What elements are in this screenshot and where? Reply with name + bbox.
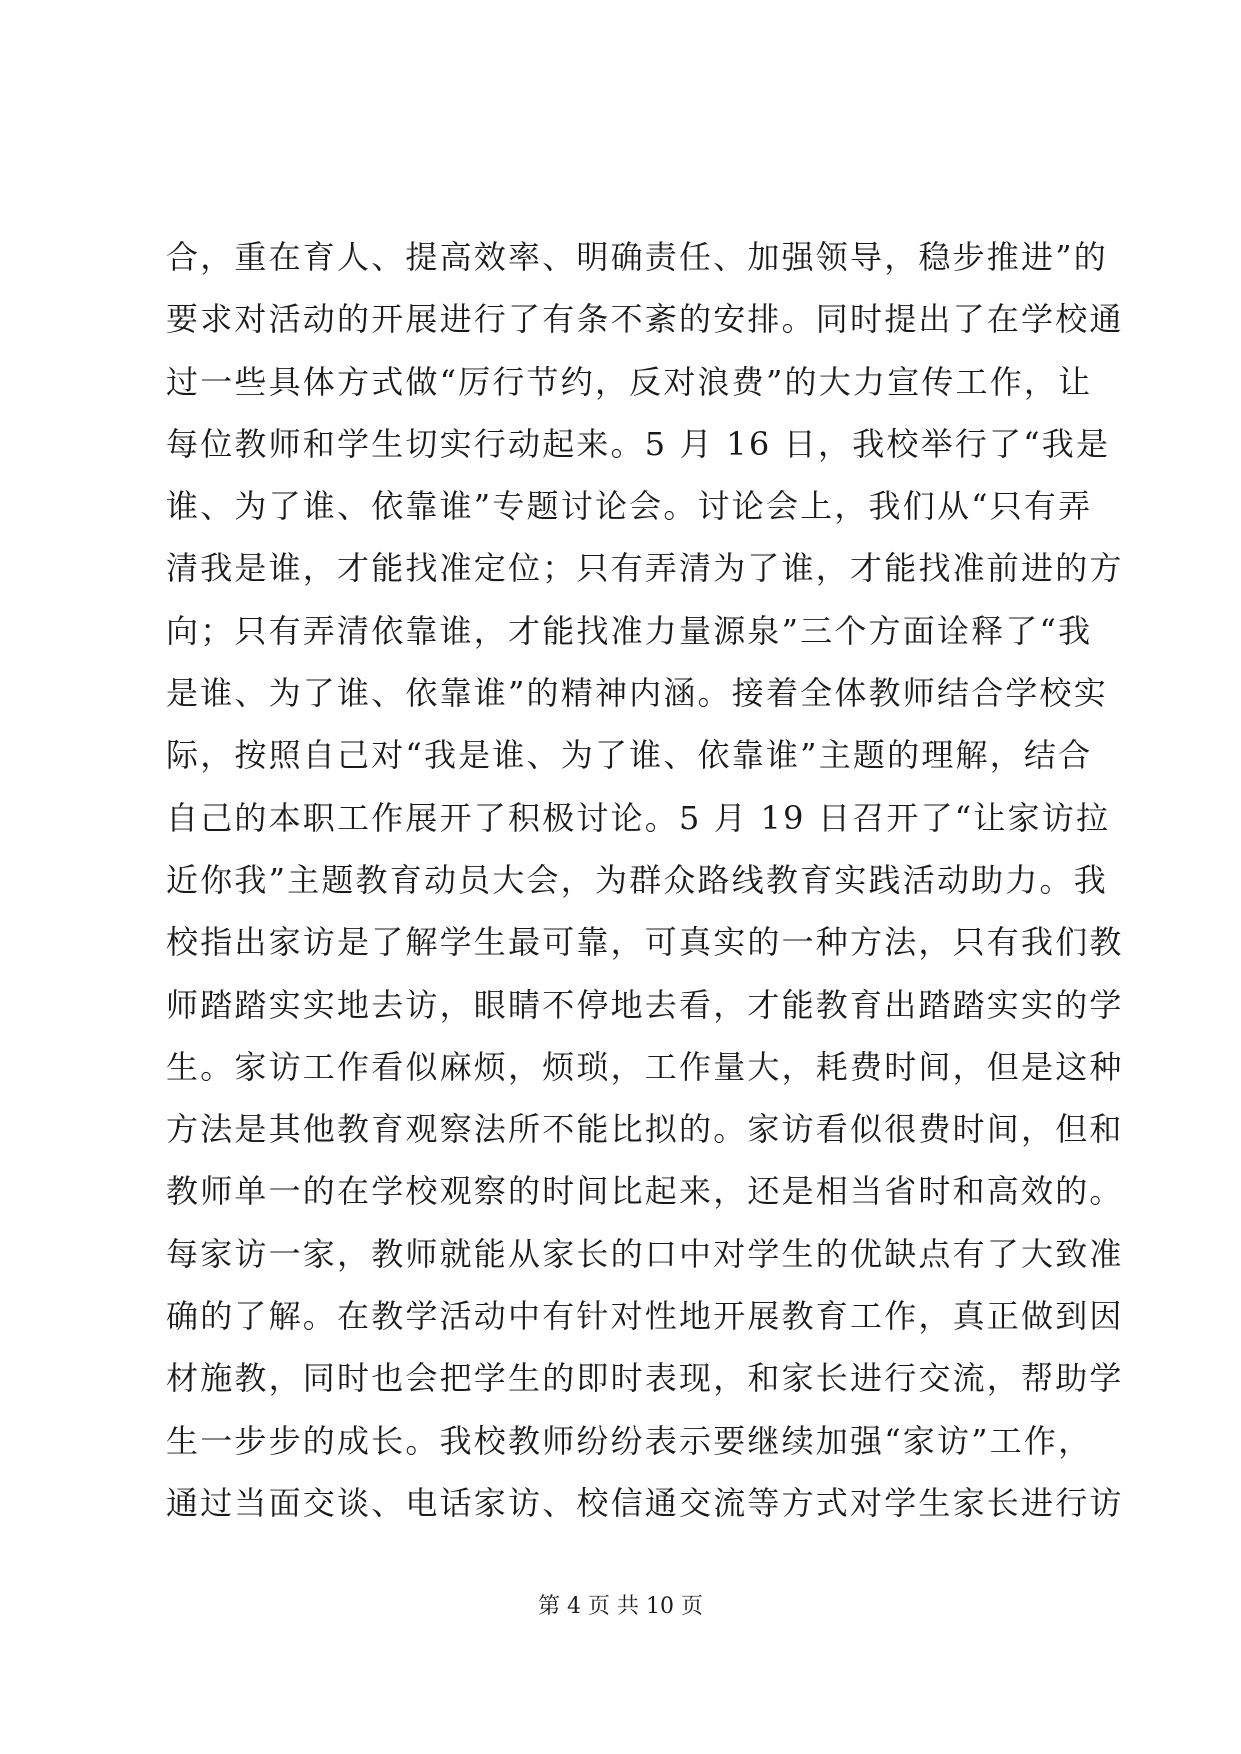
text-line: 确的了解。在教学活动中有针对性地开展教育工作，真正做到因 (166, 1297, 1124, 1336)
text-line: 师踏踏实实地去访，眼睛不停地去看，才能教育出踏踏实实的学 (166, 985, 1124, 1024)
text-line: 教师单一的在学校观察的时间比起来，还是相当省时和高效的。 (166, 1172, 1124, 1211)
text-line: 合，重在育人、提高效率、明确责任、加强领导，稳步推进”的 (166, 238, 1108, 276)
text-line: 通过当面交谈、电话家访、校信通交流等方式对学生家长进行访 (166, 1483, 1124, 1522)
text-line: 生。家访工作看似麻烦，烦琐，工作量大，耗费时间，但是这种 (166, 1047, 1124, 1086)
text-line: 每家访一家，教师就能从家长的口中对学生的优缺点有了大致准 (166, 1234, 1124, 1273)
text-line: 自己的本职工作展开了积极讨论。5 月 19 日召开了“让家访拉 (166, 798, 1111, 837)
text-line: 校指出家访是了解学生最可靠，可真实的一种方法，只有我们教 (166, 923, 1124, 962)
text-line: 材施教，同时也会把学生的即时表现，和家长进行交流，帮助学 (166, 1359, 1124, 1398)
text-line: 过一些具体方式做“厉行节约，反对浪费”的大力宣传工作，让 (166, 362, 1093, 401)
text-line: 向；只有弄清依靠谁，才能找准力量源泉”三个方面诠释了“我 (166, 611, 1093, 650)
page-number-footer: 第 4 页 共 10 页 (538, 1594, 703, 1619)
text-line: 近你我”主题教育动员大会，为群众路线教育实践活动助力。我 (166, 860, 1108, 899)
text-line: 生一步步的成长。我校教师纷纷表示要继续加强“家访”工作， (166, 1421, 1093, 1460)
text-line: 际，按照自己对“我是谁、为了谁、依靠谁”主题的理解，结合 (166, 736, 1093, 775)
text-line: 清我是谁，才能找准定位；只有弄清为了谁，才能找准前进的方 (166, 549, 1124, 588)
text-line: 方法是其他教育观察法所不能比拟的。家访看似很费时间，但和 (166, 1110, 1124, 1149)
text-line: 谁、为了谁、依靠谁”专题讨论会。讨论会上，我们从“只有弄 (166, 487, 1093, 526)
body-text (166, 226, 1124, 1534)
text-line: 是谁、为了谁、依靠谁”的精神内涵。接着全体教师结合学校实 (166, 674, 1108, 713)
text-line: 每位教师和学生切实行动起来。5 月 16 日，我校举行了“我是 (166, 424, 1111, 463)
text-line: 要求对活动的开展进行了有条不紊的安排。同时提出了在学校通 (166, 300, 1124, 339)
